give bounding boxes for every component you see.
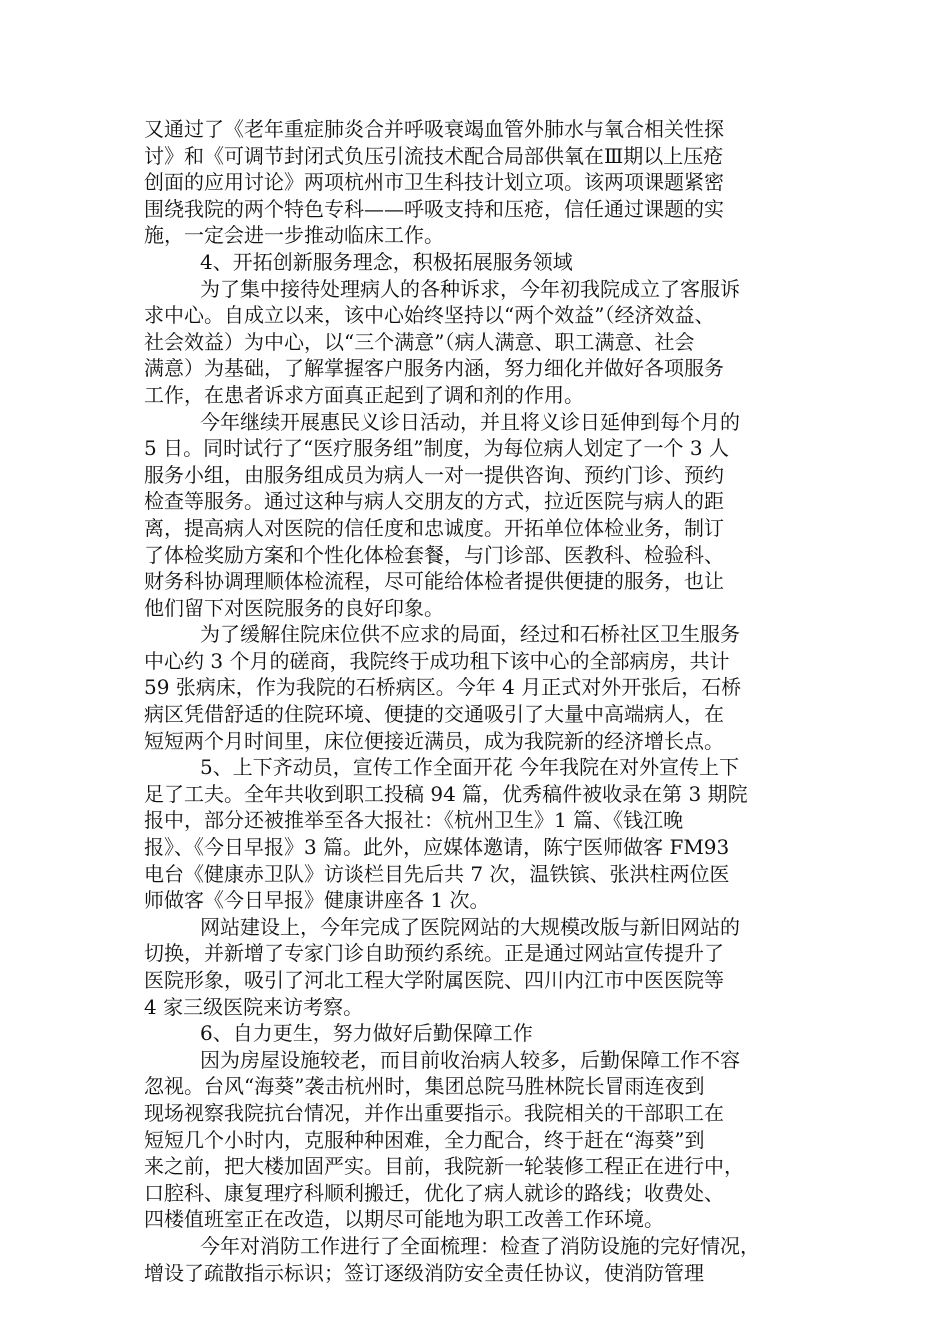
text-line: 他们留下对医院服务的良好印象。 — [144, 595, 444, 620]
text-line: 离，提高病人对医院的信任度和忠诚度。开拓单位体检业务，制订 — [144, 515, 724, 540]
text-line: 服务小组，由服务组成员为病人一对一提供咨询、预约门诊、预约 — [144, 462, 724, 487]
paragraph — [144, 276, 810, 409]
text-line: 6、自力更生，努力做好后勤保障工作 — [200, 1021, 533, 1046]
text-line: 为了集中接待处理病人的各种诉求，今年初我院成立了客服诉 — [200, 276, 740, 301]
text-line: 病区凭借舒适的住院环境、便捷的交通吸引了大量中高端病人，在 — [144, 702, 724, 727]
text-line: 来之前，把大楼加固严实。目前，我院新一轮装修工程正在进行中， — [144, 1154, 744, 1179]
text-line: 满意）为基础，了解掌握客户服务内涵，努力细化并做好各项服务 — [144, 356, 724, 381]
text-line: 短短几个小时内，克服种种困难，全力配合，终于赶在“海葵”到 — [144, 1127, 705, 1152]
text-line: 忽视。台风“海葵”袭击杭州时，集团总院马胜林院长冒雨连夜到 — [144, 1074, 705, 1099]
text-line: 增设了疏散指示标识；签订逐级消防安全责任协议，使消防管理 — [144, 1260, 704, 1285]
paragraph — [144, 754, 810, 914]
text-line: 网站建设上，今年完成了医院网站的大规模改版与新旧网站的 — [200, 914, 740, 939]
text-line: 电台《健康赤卫队》访谈栏目先后共 7 次，温铁镔、张洪柱两位医 — [144, 861, 730, 886]
document-body — [144, 116, 810, 1286]
text-line: 四楼值班室正在改造，以期尽可能地为职工改善工作环境。 — [144, 1207, 664, 1232]
text-line: 短短两个月时间里，床位便接近满员，成为我院新的经济增长点。 — [144, 728, 724, 753]
text-line: 师做客《今日早报》健康讲座各 1 次。 — [144, 888, 490, 913]
text-line: 现场视察我院抗台情况，并作出重要指示。我院相关的干部职工在 — [144, 1100, 724, 1125]
paragraph — [144, 249, 810, 276]
text-line: 今年对消防工作进行了全面梳理：检查了消防设施的完好情况， — [200, 1233, 760, 1258]
text-line: 检查等服务。通过这种与病人交朋友的方式，拉近医院与病人的距 — [144, 489, 724, 514]
text-line: 求中心。自成立以来，该中心始终坚持以“两个效益”（经济效益、 — [144, 303, 715, 328]
text-line: 财务科协调理顺体检流程，尽可能给体检者提供便捷的服务，也让 — [144, 569, 724, 594]
paragraph — [144, 1047, 810, 1233]
text-line: 工作，在患者诉求方面真正起到了调和剂的作用。 — [144, 382, 584, 407]
text-line: 切换，并新增了专家门诊自助预约系统。正是通过网站宣传提升了 — [144, 941, 724, 966]
text-line: 中心约 3 个月的磋商，我院终于成功租下该中心的全部病房，共计 — [144, 648, 730, 673]
text-line: 施，一定会进一步推动临床工作。 — [144, 223, 444, 248]
text-line: 足了工夫。全年共收到职工投稿 94 篇，优秀稿件被收录在第 3 期院 — [144, 781, 748, 806]
text-line: 4 家三级医院来访考察。 — [144, 994, 364, 1019]
paragraph — [144, 621, 810, 754]
text-line: 今年继续开展惠民义诊日活动，并且将义诊日延伸到每个月的 — [200, 409, 740, 434]
paragraph — [144, 1020, 810, 1047]
text-line: 了体检奖励方案和个性化体检套餐，与门诊部、医教科、检验科、 — [144, 542, 724, 567]
paragraph — [144, 116, 810, 249]
paragraph — [144, 914, 810, 1020]
text-line: 口腔科、康复理疗科顺利搬迁，优化了病人就诊的路线；收费处、 — [144, 1180, 724, 1205]
paragraph — [144, 1233, 810, 1286]
text-line: 5 日。同时试行了“医疗服务组”制度，为每位病人划定了一个 3 人 — [144, 436, 729, 461]
text-line: 为了缓解住院床位供不应求的局面，经过和石桥社区卫生服务 — [200, 622, 740, 647]
paragraph — [144, 409, 810, 622]
text-line: 又通过了《老年重症肺炎合并呼吸衰竭血管外肺水与氧合相关性探 — [144, 117, 724, 141]
text-line: 4、开拓创新服务理念，积极拓展服务领域 — [200, 249, 573, 274]
text-line: 围绕我院的两个特色专科——呼吸支持和压疮，信任通过课题的实 — [144, 196, 724, 221]
text-line: 59 张病床，作为我院的石桥病区。今年 4 月正式对外开张后，石桥 — [144, 675, 742, 700]
text-line: 医院形象，吸引了河北工程大学附属医院、四川内江市中医医院等 — [144, 968, 724, 992]
text-line: 社会效益）为中心，以“三个满意”（病人满意、职工满意、社会 — [144, 329, 695, 354]
text-line: 5、上下齐动员，宣传工作全面开花 今年我院在对外宣传上下 — [200, 755, 740, 780]
text-line: 因为房屋设施较老，而目前收治病人较多，后勤保障工作不容 — [200, 1047, 740, 1072]
text-line: 创面的应用讨论》两项杭州市卫生科技计划立项。该两项课题紧密 — [144, 170, 724, 195]
text-line: 报中，部分还被推举至各大报社：《杭州卫生》1 篇、《钱江晚 — [144, 808, 684, 833]
text-line: 报》、《今日早报》3 篇。此外，应媒体邀请，陈宁医师做客 FM93 — [144, 835, 730, 860]
text-line: 讨》和《可调节封闭式负压引流技术配合局部供氧在Ⅲ期以上压疮 — [144, 143, 724, 168]
